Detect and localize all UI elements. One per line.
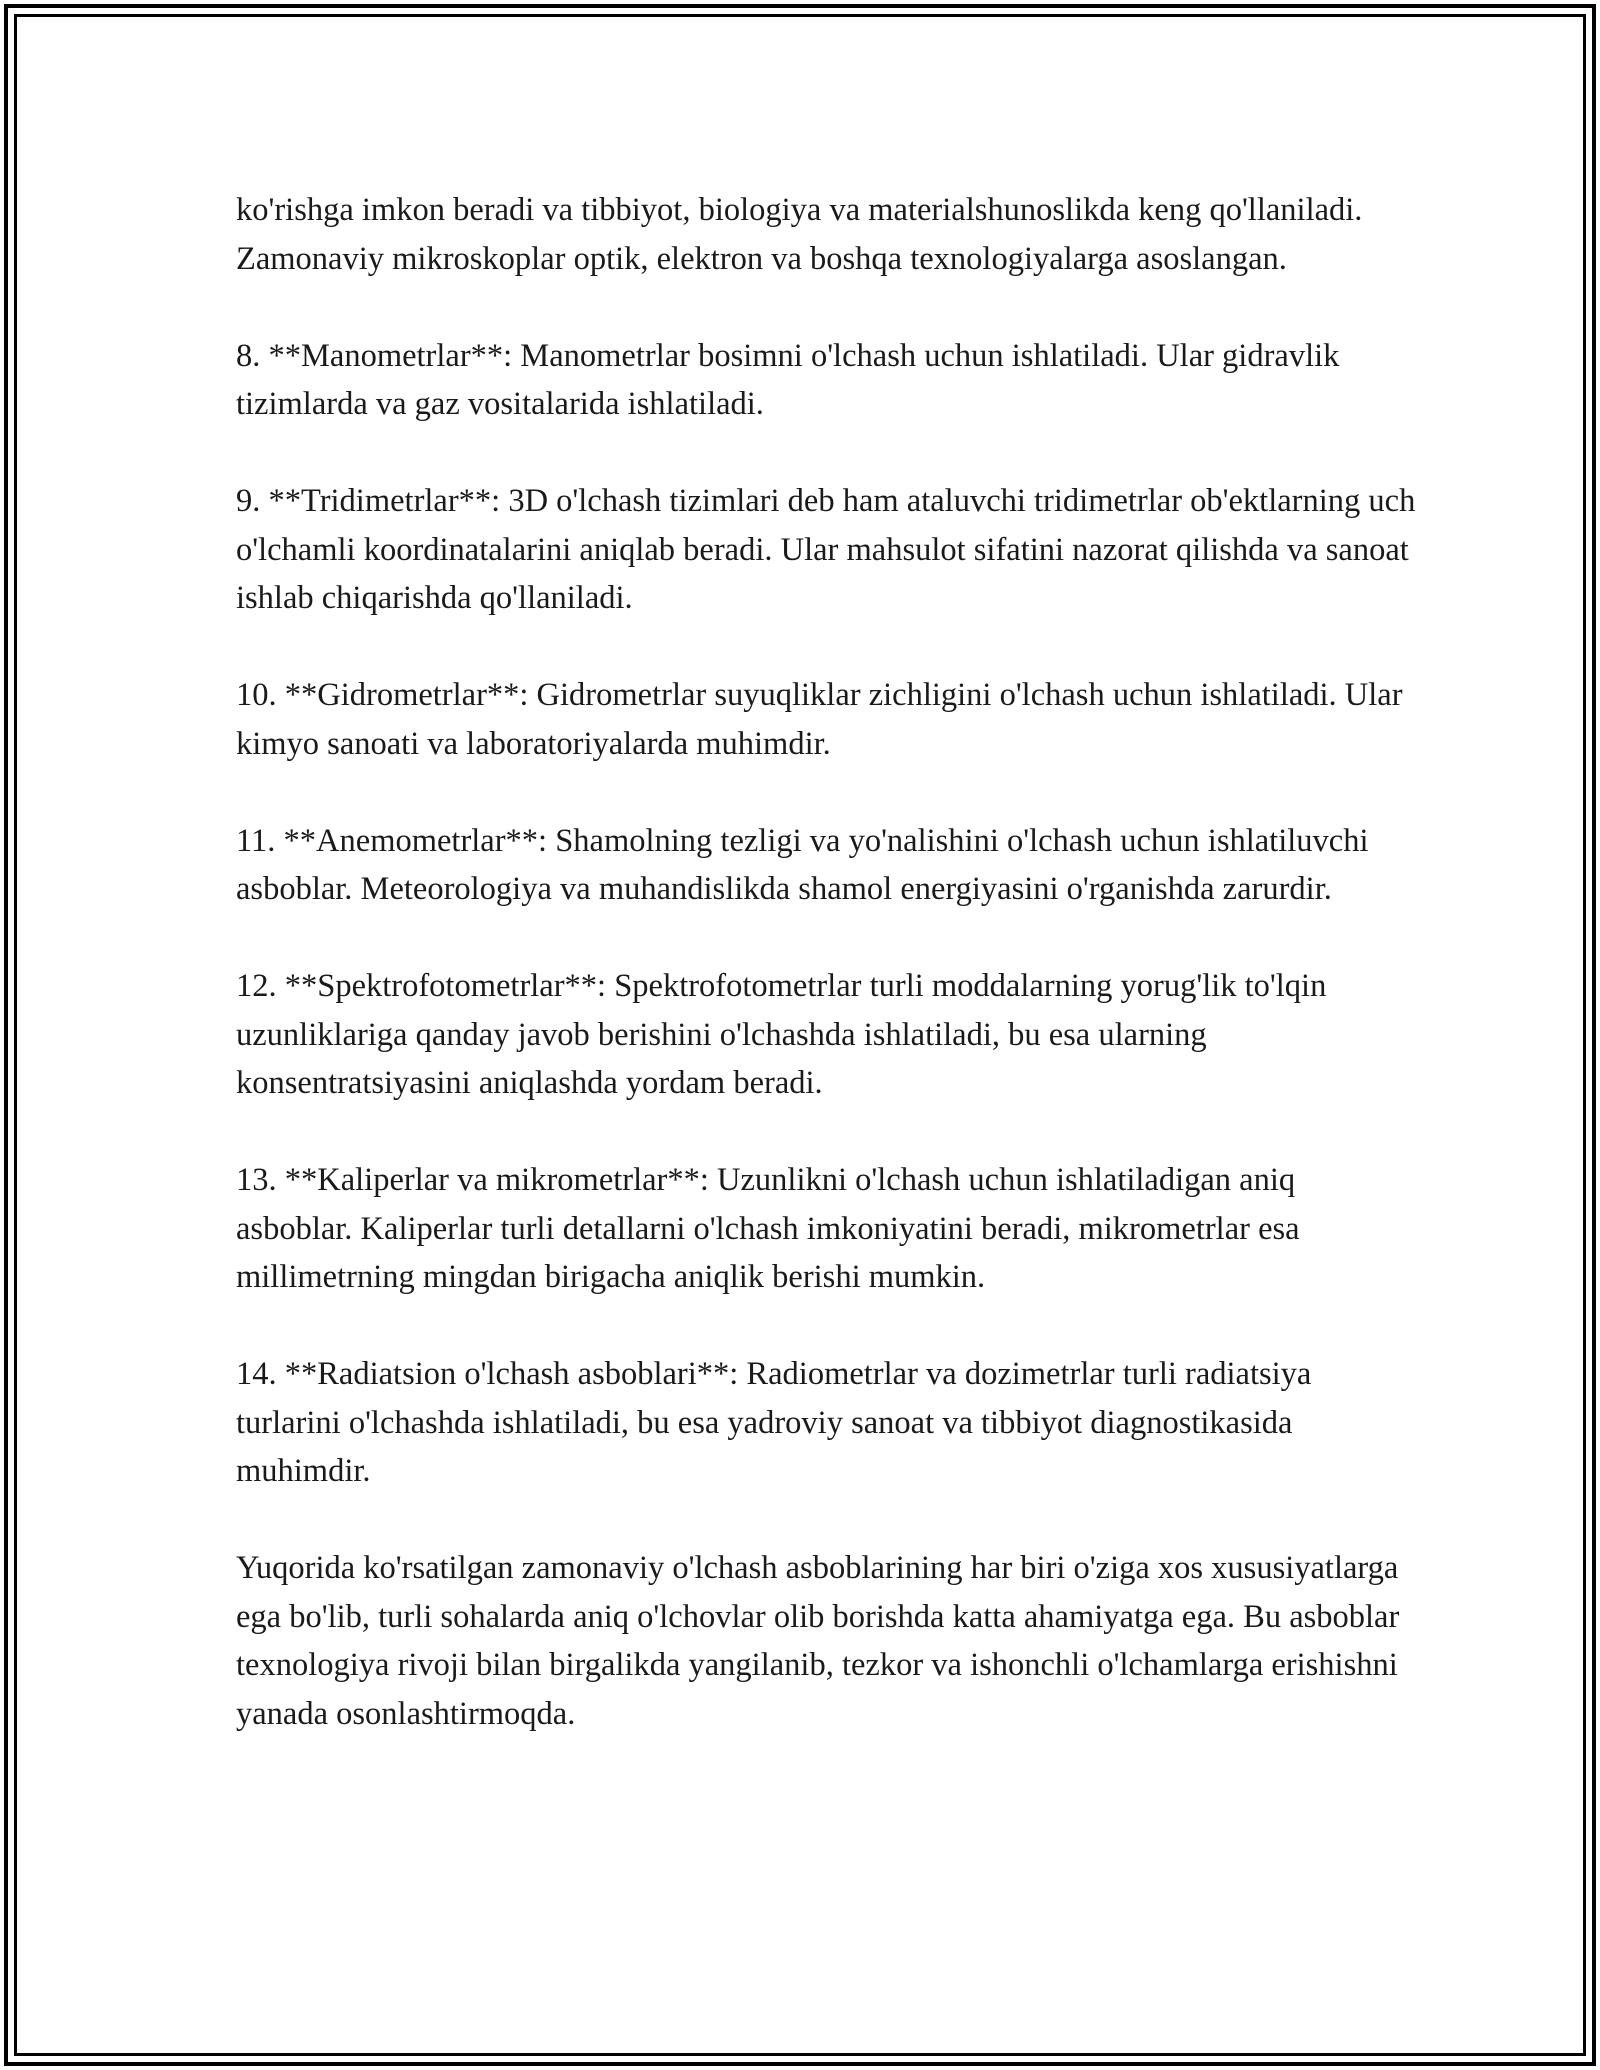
- paragraph-manometers: 8. **Manometrlar**: Manometrlar bosimni o'lchash uchun ishlatiladi. Ular gidravlik tizimlarda va gaz vositalarida ishlatiladi.: [236, 337, 1340, 422]
- paragraph-conclusion: Yuqorida ko'rsatilgan zamonaviy o'lchash asboblarining har biri o'ziga xos xususiyatlarga ega bo'lib, turli sohalarda aniq o'lchovlar olib borishda katta ahamiyatga ega. Bu asboblar texnologiya rivoji bilan birgalikda yangilanib, tezkor va ishonchli o'lchamlarga erishishni yanada osonlashtirmoqda.: [236, 1550, 1400, 1732]
- paragraph-microscopes-continued: ko'rishga imkon beradi va tibbiyot, biologiya va materialshunoslikda keng qo'llaniladi. Zamonaviy mikroskoplar optik, elektron va boshqa texnologiyalarga asoslangan.: [236, 192, 1363, 277]
- paragraph-hydrometers: 10. **Gidrometrlar**: Gidrometrlar suyuqliklar zichligini o'lchash uchun ishlatiladi. Ular kimyo sanoati va laboratoriyalarda muhimdir.: [236, 677, 1403, 762]
- paragraph-calipers-micrometers: 13. **Kaliperlar va mikrometrlar**: Uzunlikni o'lchash uchun ishlatiladigan aniq asboblar. Kaliperlar turli detallarni o'lchash imkoniyatini beradi, mikrometrlar esa millimetrning mingdan birigacha aniqlik berishi mumkin.: [236, 1162, 1300, 1295]
- paragraph-spectrophotometers: 12. **Spektrofotometrlar**: Spektrofotometrlar turli moddalarning yorug'lik to'lqin uzunliklariga qanday javob berishini o'lchashda ishlatiladi, bu esa ularning konsentratsiyasini aniqlashda yordam beradi.: [236, 968, 1327, 1101]
- paragraph-tridimeters: 9. **Tridimetrlar**: 3D o'lchash tizimlari deb ham ataluvchi tridimetrlar ob'ektlarning uch o'lchamli koordinatalarini aniqlab beradi. Ular mahsulot sifatini nazorat qilishda va sanoat ishlab chiqarishda qo'llaniladi.: [236, 483, 1416, 616]
- paragraph-radiation-instruments: 14. **Radiatsion o'lchash asboblari**: Radiometrlar va dozimetrlar turli radiatsiya turlarini o'lchashda ishlatiladi, bu esa yadroviy sanoat va tibbiyot diagnostikasida muhimdir.: [236, 1356, 1312, 1489]
- document-body: [236, 186, 1416, 1738]
- paragraph-anemometers: 11. **Anemometrlar**: Shamolning tezligi va yo'nalishini o'lchash uchun ishlatiluvchi asboblar. Meteorologiya va muhandislikda shamol energiyasini o'rganishda zarurdir.: [236, 822, 1369, 907]
